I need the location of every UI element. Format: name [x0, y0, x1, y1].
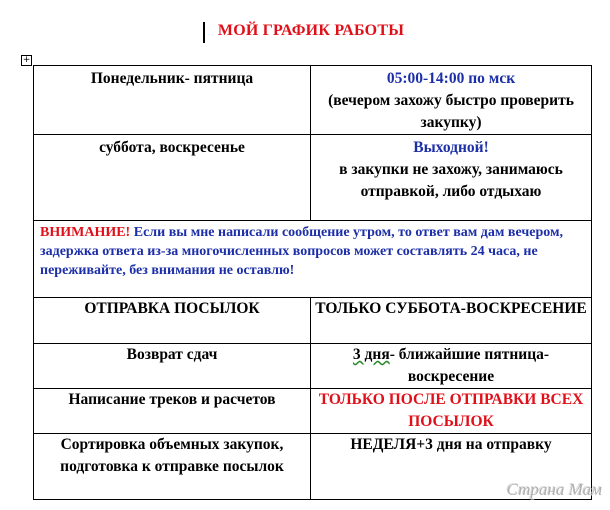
move-cross-icon[interactable]: + — [22, 55, 31, 65]
table-row — [34, 298, 592, 344]
table-cell-hours — [311, 66, 592, 135]
table-cell-time — [311, 344, 592, 389]
day-off-label: Выходной! — [413, 139, 489, 156]
task-label: Написание треков и расчетов — [68, 391, 276, 408]
table-cell-hours — [311, 135, 592, 221]
table-row — [34, 135, 592, 221]
work-hours: 05:00-14:00 по мск — [386, 70, 516, 87]
table-row — [34, 66, 592, 135]
table-cell-task — [34, 434, 311, 500]
page-title: МОЙ ГРАФИК РАБОТЫ — [217, 22, 405, 39]
notice-text: Если вы мне написали сообщение утром, то ответ вам дам вечером, задержка ответа из-за многочисленных вопросов может составлять 24 часа, не переживайте, без внимания не оставлю! — [40, 225, 563, 278]
notice-label: ВНИМАНИЕ! — [40, 225, 131, 240]
table-row — [34, 389, 592, 434]
schedule-table — [33, 65, 592, 500]
day-off-note: в закупки не захожу, занимаюсь отправкой, либо отдыхаю — [339, 161, 563, 200]
hours-note: (вечером захожу быстро проверить закупку) — [328, 92, 574, 131]
notice-cell — [34, 221, 592, 298]
task-time: ТОЛЬКО СУББОТА-ВОСКРЕСЕНИЕ — [315, 300, 587, 317]
task-label: ОТПРАВКА ПОСЫЛОК — [84, 300, 260, 317]
row-label: Понедельник- пятница — [90, 70, 254, 87]
task-time-prefix: 3 дня — [352, 346, 390, 363]
table-cell-day — [34, 66, 311, 135]
table-cell-task — [34, 344, 311, 389]
site-watermark: Страна Мам — [506, 480, 602, 499]
task-label: Возврат сдач — [126, 346, 218, 363]
table-cell-task — [34, 389, 311, 434]
table-row — [34, 344, 592, 389]
table-cell-time — [311, 389, 592, 434]
table-cell-time — [311, 298, 592, 344]
task-time: - ближайшие пятница-воскресение — [389, 346, 550, 385]
table-cell-task — [34, 298, 311, 344]
table-cell-day — [34, 135, 311, 221]
notice-row — [34, 221, 592, 298]
task-label: Сортировка объемных закупок, подготовка к отправке посылок — [60, 436, 284, 475]
text-cursor — [203, 22, 205, 43]
row-label: суббота, воскресенье — [99, 139, 245, 156]
task-time: НЕДЕЛЯ+3 дня на отправку — [350, 436, 552, 453]
task-time: ТОЛЬКО ПОСЛЕ ОТПРАВКИ ВСЕХ ПОСЫЛОК — [318, 391, 584, 430]
